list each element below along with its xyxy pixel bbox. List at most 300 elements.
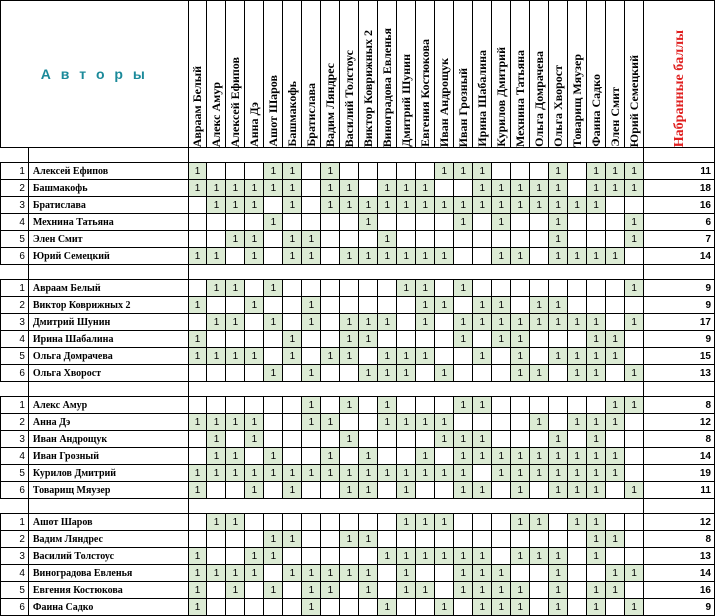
- vote-cell: [416, 531, 435, 548]
- vote-cell: 1: [587, 414, 606, 431]
- vote-cell: [264, 231, 283, 248]
- vote-cell: [606, 314, 625, 331]
- vote-cell: 1: [625, 231, 644, 248]
- vote-cell: 1: [378, 231, 397, 248]
- score-total: 9: [644, 297, 715, 314]
- vote-cell: 1: [378, 599, 397, 616]
- vote-cell: [511, 231, 530, 248]
- vote-cell: [245, 314, 264, 331]
- vote-cell: [245, 365, 264, 382]
- vote-cell: 1: [549, 231, 568, 248]
- vote-cell: [245, 163, 264, 180]
- vote-cell: [302, 197, 321, 214]
- vote-cell: [587, 297, 606, 314]
- column-header-label: Ольга Домрачева: [531, 51, 546, 147]
- vote-cell: 1: [606, 331, 625, 348]
- vote-cell: 1: [435, 431, 454, 448]
- vote-cell: 1: [245, 414, 264, 431]
- vote-cell: [435, 448, 454, 465]
- vote-cell: [549, 531, 568, 548]
- vote-cell: 1: [188, 180, 207, 197]
- column-header: [530, 1, 549, 148]
- vote-cell: 1: [340, 180, 359, 197]
- vote-cell: [302, 482, 321, 499]
- column-header-label: Алекс Амур: [208, 81, 223, 147]
- vote-cell: 1: [606, 414, 625, 431]
- vote-cell: 1: [397, 582, 416, 599]
- column-header: [245, 1, 264, 148]
- vote-cell: 1: [397, 348, 416, 365]
- vote-cell: [264, 297, 283, 314]
- vote-cell: [511, 214, 530, 231]
- vote-cell: [587, 231, 606, 248]
- vote-cell: [264, 565, 283, 582]
- vote-cell: [226, 365, 245, 382]
- vote-cell: 1: [378, 248, 397, 265]
- vote-cell: 1: [435, 514, 454, 531]
- vote-cell: [378, 297, 397, 314]
- vote-cell: [473, 365, 492, 382]
- vote-cell: [606, 482, 625, 499]
- table-row: [1, 197, 715, 214]
- vote-cell: 1: [492, 197, 511, 214]
- vote-cell: 1: [549, 582, 568, 599]
- table-row: [1, 514, 715, 531]
- vote-cell: [321, 514, 340, 531]
- table-row: [1, 314, 715, 331]
- vote-cell: [530, 482, 549, 499]
- vote-cell: [302, 280, 321, 297]
- vote-cell: 1: [492, 180, 511, 197]
- vote-cell: 1: [264, 465, 283, 482]
- vote-cell: [606, 280, 625, 297]
- column-header: [454, 1, 473, 148]
- vote-cell: [473, 414, 492, 431]
- vote-cell: 1: [283, 163, 302, 180]
- column-header-label: Вадим Ляндрес: [322, 62, 337, 147]
- table-row: [1, 248, 715, 265]
- vote-cell: [473, 465, 492, 482]
- vote-cell: 1: [435, 163, 454, 180]
- vote-cell: 1: [416, 314, 435, 331]
- vote-cell: [435, 348, 454, 365]
- table-row: [1, 365, 715, 382]
- vote-cell: 1: [492, 297, 511, 314]
- author-name: Ольга Домрачева: [28, 348, 188, 365]
- vote-cell: [378, 331, 397, 348]
- vote-cell: 1: [587, 365, 606, 382]
- vote-cell: 1: [378, 465, 397, 482]
- vote-cell: 1: [416, 414, 435, 431]
- vote-cell: 1: [264, 531, 283, 548]
- vote-cell: [302, 331, 321, 348]
- vote-cell: 1: [511, 548, 530, 565]
- vote-cell: 1: [283, 465, 302, 482]
- vote-cell: 1: [549, 348, 568, 365]
- vote-cell: [454, 297, 473, 314]
- vote-cell: 1: [207, 565, 226, 582]
- vote-cell: 1: [473, 180, 492, 197]
- vote-cell: [568, 231, 587, 248]
- vote-cell: [321, 214, 340, 231]
- vote-cell: [435, 331, 454, 348]
- vote-cell: [435, 180, 454, 197]
- vote-cell: 1: [606, 180, 625, 197]
- vote-cell: 1: [492, 314, 511, 331]
- vote-cell: [188, 514, 207, 531]
- vote-cell: [283, 448, 302, 465]
- vote-cell: 1: [397, 197, 416, 214]
- vote-cell: 1: [625, 365, 644, 382]
- vote-cell: 1: [245, 180, 264, 197]
- vote-cell: [340, 582, 359, 599]
- vote-cell: 1: [207, 180, 226, 197]
- vote-cell: [530, 331, 549, 348]
- table-row: [1, 599, 715, 616]
- vote-cell: [492, 514, 511, 531]
- vote-cell: [511, 414, 530, 431]
- vote-cell: 1: [321, 448, 340, 465]
- vote-cell: 1: [549, 314, 568, 331]
- vote-cell: 1: [473, 397, 492, 414]
- vote-cell: 1: [511, 582, 530, 599]
- vote-cell: 1: [473, 565, 492, 582]
- vote-cell: [606, 431, 625, 448]
- vote-cell: [283, 397, 302, 414]
- vote-cell: [473, 514, 492, 531]
- vote-cell: [283, 514, 302, 531]
- vote-cell: 1: [473, 314, 492, 331]
- vote-cell: 1: [473, 599, 492, 616]
- column-header-label: Василий Толстоус: [341, 49, 356, 147]
- vote-cell: [435, 314, 454, 331]
- vote-cell: [397, 599, 416, 616]
- vote-cell: 1: [511, 365, 530, 382]
- vote-cell: [473, 231, 492, 248]
- vote-cell: 1: [454, 482, 473, 499]
- score-column-header: [644, 1, 715, 148]
- vote-cell: 1: [416, 197, 435, 214]
- vote-cell: [188, 448, 207, 465]
- vote-cell: 1: [188, 482, 207, 499]
- vote-cell: [568, 180, 587, 197]
- vote-cell: [454, 514, 473, 531]
- vote-cell: 1: [416, 514, 435, 531]
- vote-cell: [321, 231, 340, 248]
- vote-cell: 1: [530, 514, 549, 531]
- score-total: 16: [644, 582, 715, 599]
- vote-cell: 1: [340, 331, 359, 348]
- vote-cell: [245, 582, 264, 599]
- vote-cell: 1: [511, 248, 530, 265]
- vote-cell: 1: [264, 314, 283, 331]
- vote-cell: [207, 297, 226, 314]
- table-row: [1, 280, 715, 297]
- vote-cell: 1: [397, 414, 416, 431]
- vote-cell: 1: [530, 448, 549, 465]
- vote-cell: 1: [511, 314, 530, 331]
- vote-cell: [207, 582, 226, 599]
- column-header: [587, 1, 606, 148]
- author-name: Башмакофь: [28, 180, 188, 197]
- author-name: Ирина Шабалина: [28, 331, 188, 348]
- vote-cell: [264, 397, 283, 414]
- table-row: [1, 231, 715, 248]
- vote-cell: [568, 397, 587, 414]
- vote-cell: 1: [435, 197, 454, 214]
- vote-cell: 1: [568, 514, 587, 531]
- vote-cell: [492, 397, 511, 414]
- row-number: 3: [1, 548, 29, 565]
- vote-cell: 1: [302, 314, 321, 331]
- vote-cell: 1: [492, 214, 511, 231]
- vote-cell: [454, 531, 473, 548]
- vote-cell: 1: [511, 197, 530, 214]
- score-total: 12: [644, 514, 715, 531]
- vote-cell: 1: [340, 431, 359, 448]
- vote-cell: 1: [625, 180, 644, 197]
- column-header-label: Дмитрий Шунин: [398, 54, 413, 147]
- column-header-label: Мехнина Татьяна: [512, 49, 527, 147]
- vote-cell: [416, 482, 435, 499]
- vote-cell: 1: [264, 163, 283, 180]
- author-name: Элен Смит: [28, 231, 188, 248]
- vote-cell: [530, 397, 549, 414]
- row-number: 4: [1, 214, 29, 231]
- vote-cell: 1: [454, 331, 473, 348]
- vote-cell: [454, 248, 473, 265]
- vote-cell: 1: [454, 197, 473, 214]
- score-total: 16: [644, 197, 715, 214]
- vote-cell: [625, 248, 644, 265]
- vote-cell: 1: [416, 297, 435, 314]
- vote-cell: 1: [625, 314, 644, 331]
- score-total: 7: [644, 231, 715, 248]
- vote-cell: [492, 231, 511, 248]
- vote-cell: [321, 280, 340, 297]
- vote-cell: 1: [264, 582, 283, 599]
- vote-cell: 1: [568, 448, 587, 465]
- vote-cell: [549, 280, 568, 297]
- vote-cell: 1: [321, 465, 340, 482]
- vote-cell: [321, 482, 340, 499]
- vote-cell: [340, 214, 359, 231]
- vote-cell: [207, 531, 226, 548]
- vote-cell: [283, 414, 302, 431]
- vote-cell: [397, 297, 416, 314]
- vote-cell: 1: [245, 248, 264, 265]
- vote-cell: [340, 297, 359, 314]
- vote-cell: 1: [568, 248, 587, 265]
- vote-cell: 1: [245, 431, 264, 448]
- vote-cell: 1: [435, 297, 454, 314]
- column-header-label: Виктор Коврижных 2: [360, 29, 375, 147]
- vote-cell: 1: [321, 582, 340, 599]
- vote-cell: 1: [435, 548, 454, 565]
- vote-cell: [511, 431, 530, 448]
- vote-cell: 1: [207, 414, 226, 431]
- vote-cell: [606, 548, 625, 565]
- vote-cell: 1: [473, 163, 492, 180]
- vote-cell: [207, 482, 226, 499]
- vote-cell: [625, 448, 644, 465]
- score-total: 9: [644, 599, 715, 616]
- vote-cell: 1: [549, 197, 568, 214]
- column-header: [207, 1, 226, 148]
- vote-cell: 1: [606, 348, 625, 365]
- table-row: [1, 482, 715, 499]
- column-header-label: Братислава: [303, 83, 318, 147]
- vote-cell: [188, 365, 207, 382]
- column-header: [359, 1, 378, 148]
- authors-header: А в т о р ы: [1, 1, 189, 148]
- vote-cell: 1: [321, 565, 340, 582]
- vote-cell: [245, 599, 264, 616]
- vote-cell: 1: [606, 448, 625, 465]
- vote-cell: 1: [245, 465, 264, 482]
- vote-cell: 1: [416, 248, 435, 265]
- score-total: 11: [644, 482, 715, 499]
- vote-cell: 1: [226, 448, 245, 465]
- vote-cell: 1: [473, 297, 492, 314]
- vote-cell: 1: [302, 599, 321, 616]
- vote-cell: [378, 214, 397, 231]
- vote-cell: 1: [245, 482, 264, 499]
- vote-cell: [188, 197, 207, 214]
- vote-cell: [207, 599, 226, 616]
- vote-cell: [625, 348, 644, 365]
- vote-cell: 1: [245, 297, 264, 314]
- vote-cell: [625, 465, 644, 482]
- vote-cell: 1: [568, 197, 587, 214]
- score-total: 15: [644, 348, 715, 365]
- vote-cell: [378, 482, 397, 499]
- vote-cell: [321, 531, 340, 548]
- vote-cell: 1: [568, 365, 587, 382]
- vote-cell: 1: [587, 448, 606, 465]
- vote-cell: [302, 214, 321, 231]
- vote-cell: 1: [587, 548, 606, 565]
- vote-cell: 1: [226, 231, 245, 248]
- vote-cell: 1: [226, 582, 245, 599]
- author-name: Василий Толстоус: [28, 548, 188, 565]
- vote-cell: 1: [587, 582, 606, 599]
- vote-cell: [226, 248, 245, 265]
- vote-cell: [359, 297, 378, 314]
- vote-cell: [302, 548, 321, 565]
- vote-cell: 1: [397, 280, 416, 297]
- author-name: Виктор Коврижных 2: [28, 297, 188, 314]
- vote-cell: [245, 280, 264, 297]
- vote-cell: 1: [226, 314, 245, 331]
- vote-cell: [454, 348, 473, 365]
- vote-cell: 1: [264, 548, 283, 565]
- vote-cell: 1: [587, 331, 606, 348]
- score-total: 8: [644, 397, 715, 414]
- vote-cell: 1: [416, 465, 435, 482]
- vote-cell: [530, 431, 549, 448]
- vote-cell: [625, 331, 644, 348]
- vote-cell: 1: [549, 431, 568, 448]
- author-name: Фаина Садко: [28, 599, 188, 616]
- vote-cell: [226, 548, 245, 565]
- row-number: 2: [1, 531, 29, 548]
- vote-cell: [340, 599, 359, 616]
- table-row: [1, 331, 715, 348]
- vote-cell: [435, 482, 454, 499]
- vote-cell: 1: [587, 599, 606, 616]
- vote-cell: [207, 365, 226, 382]
- vote-cell: 1: [340, 482, 359, 499]
- vote-cell: [568, 531, 587, 548]
- vote-cell: 1: [397, 514, 416, 531]
- vote-cell: [188, 431, 207, 448]
- vote-cell: 1: [302, 397, 321, 414]
- vote-cell: 1: [321, 180, 340, 197]
- vote-cell: [625, 297, 644, 314]
- vote-cell: 1: [549, 180, 568, 197]
- vote-cell: [454, 231, 473, 248]
- vote-cell: [416, 231, 435, 248]
- table-row: [1, 397, 715, 414]
- vote-cell: 1: [378, 397, 397, 414]
- vote-cell: [568, 280, 587, 297]
- vote-cell: 1: [283, 231, 302, 248]
- vote-cell: 1: [378, 197, 397, 214]
- author-name: Вадим Ляндрес: [28, 531, 188, 548]
- row-number: 6: [1, 365, 29, 382]
- column-header-label: Евгения Костюкова: [417, 39, 432, 147]
- vote-cell: [283, 365, 302, 382]
- vote-cell: [359, 348, 378, 365]
- group-separator: [1, 148, 715, 163]
- vote-cell: [207, 231, 226, 248]
- vote-cell: 1: [435, 414, 454, 431]
- vote-cell: [359, 163, 378, 180]
- vote-cell: [587, 280, 606, 297]
- column-header: [378, 1, 397, 148]
- vote-cell: [606, 197, 625, 214]
- score-header-label: Набранные баллы: [671, 29, 687, 147]
- vote-cell: 1: [397, 482, 416, 499]
- vote-cell: [473, 248, 492, 265]
- vote-cell: 1: [549, 565, 568, 582]
- vote-cell: 1: [207, 314, 226, 331]
- vote-cell: [378, 431, 397, 448]
- vote-cell: 1: [359, 314, 378, 331]
- vote-cell: [378, 565, 397, 582]
- vote-cell: [226, 482, 245, 499]
- vote-cell: [264, 514, 283, 531]
- vote-cell: 1: [511, 514, 530, 531]
- vote-cell: [454, 365, 473, 382]
- vote-cell: 1: [568, 314, 587, 331]
- vote-cell: 1: [283, 197, 302, 214]
- score-total: 13: [644, 548, 715, 565]
- table-row: [1, 531, 715, 548]
- vote-cell: [549, 414, 568, 431]
- vote-cell: [264, 197, 283, 214]
- vote-cell: 1: [568, 414, 587, 431]
- vote-cell: [188, 214, 207, 231]
- vote-cell: [606, 297, 625, 314]
- vote-cell: 1: [188, 248, 207, 265]
- vote-cell: [511, 531, 530, 548]
- vote-cell: 1: [530, 180, 549, 197]
- vote-cell: 1: [473, 548, 492, 565]
- table-row: [1, 180, 715, 197]
- vote-cell: [511, 297, 530, 314]
